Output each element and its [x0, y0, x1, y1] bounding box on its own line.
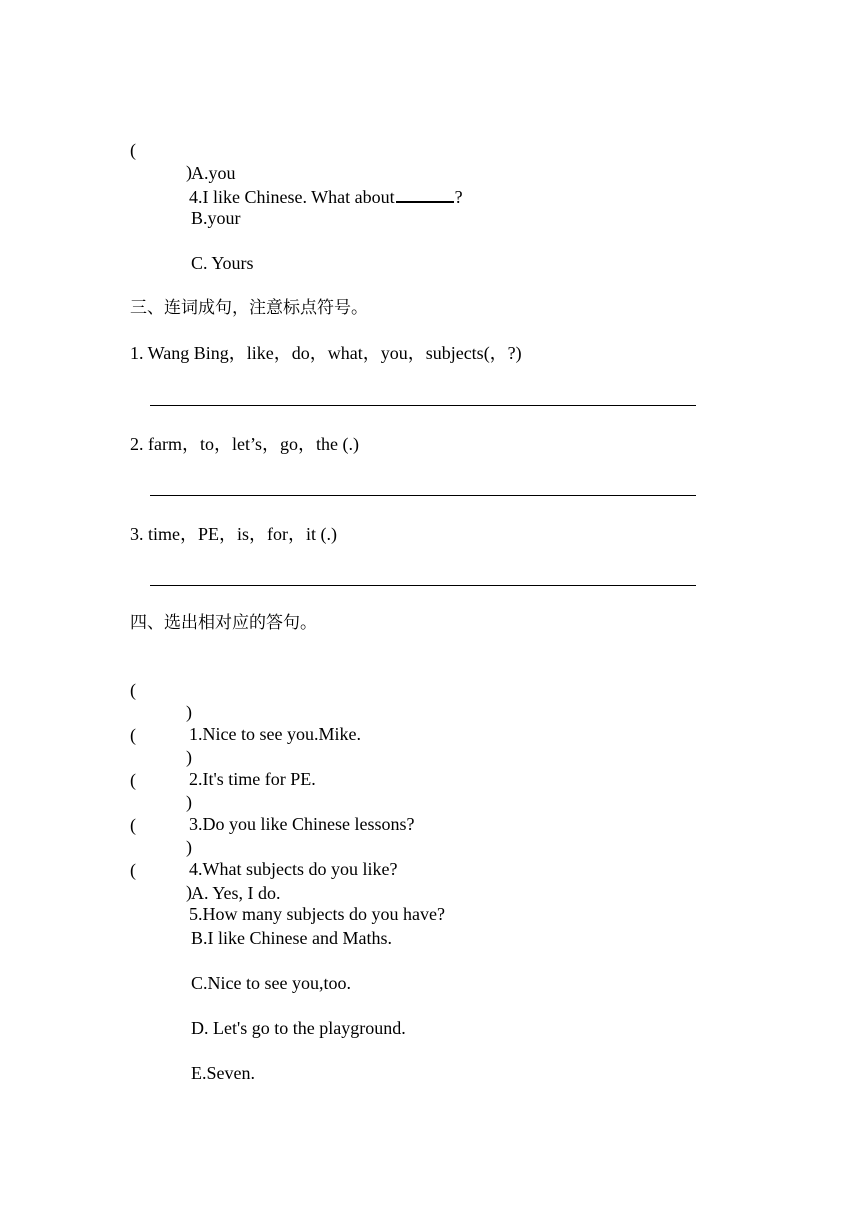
- answer-line-3[interactable]: [150, 585, 696, 586]
- answer-line-2[interactable]: [150, 495, 696, 496]
- answer-bracket-close: ): [186, 747, 192, 767]
- sentence-item-2: 2. farm，to，let’s，go，the (.): [130, 434, 359, 454]
- match-question-text: 3.Do you like Chinese lessons?: [189, 814, 415, 834]
- match-answer-c: C.Nice to see you,too.: [191, 973, 351, 993]
- answer-bracket-open: (: [130, 725, 136, 745]
- answer-bracket-close: ): [186, 837, 192, 857]
- sentence-item-3: 3. time，PE，is，for，it (.): [130, 524, 337, 544]
- question-text: [189, 183, 463, 208]
- option-b: B.your: [191, 208, 241, 228]
- answer-bracket-close: ): [186, 882, 192, 902]
- match-question-1: [130, 657, 730, 744]
- answer-bracket-open: (: [130, 860, 136, 880]
- fill-in-blank[interactable]: [396, 183, 454, 203]
- section-3-heading: 三、连词成句，注意标点符号。: [130, 298, 368, 318]
- answer-line-1[interactable]: [150, 405, 696, 406]
- match-answer-b: B.I like Chinese and Maths.: [191, 928, 392, 948]
- question-text-after-blank: ?: [454, 187, 463, 207]
- answer-bracket-close: ): [186, 702, 192, 722]
- option-c: C. Yours: [191, 253, 254, 273]
- answer-bracket-open: (: [130, 815, 136, 835]
- sentence-item-1: 1. Wang Bing，like，do，what，you，subjects(，?): [130, 343, 522, 363]
- match-question-text: 1.Nice to see you.Mike.: [189, 724, 361, 744]
- answer-bracket-close: ): [186, 792, 192, 812]
- match-answer-e: E.Seven.: [191, 1063, 255, 1083]
- match-question-text: 5.How many subjects do you have?: [189, 904, 445, 924]
- answer-bracket-open: (: [130, 770, 136, 790]
- match-question-text: 4.What subjects do you like?: [189, 859, 398, 879]
- question-text-before-blank: 4.I like Chinese. What about: [189, 187, 395, 207]
- answer-bracket-close: ): [186, 162, 192, 182]
- match-answer-a: A. Yes, I do.: [191, 883, 281, 903]
- option-a: A.you: [191, 163, 236, 183]
- answer-bracket-open: (: [130, 140, 136, 160]
- answer-bracket-open: (: [130, 680, 136, 700]
- match-question-text: 2.It's time for PE.: [189, 769, 316, 789]
- match-answer-d: D. Let's go to the playground.: [191, 1018, 406, 1038]
- section-4-heading: 四、选出相对应的答句。: [130, 613, 317, 633]
